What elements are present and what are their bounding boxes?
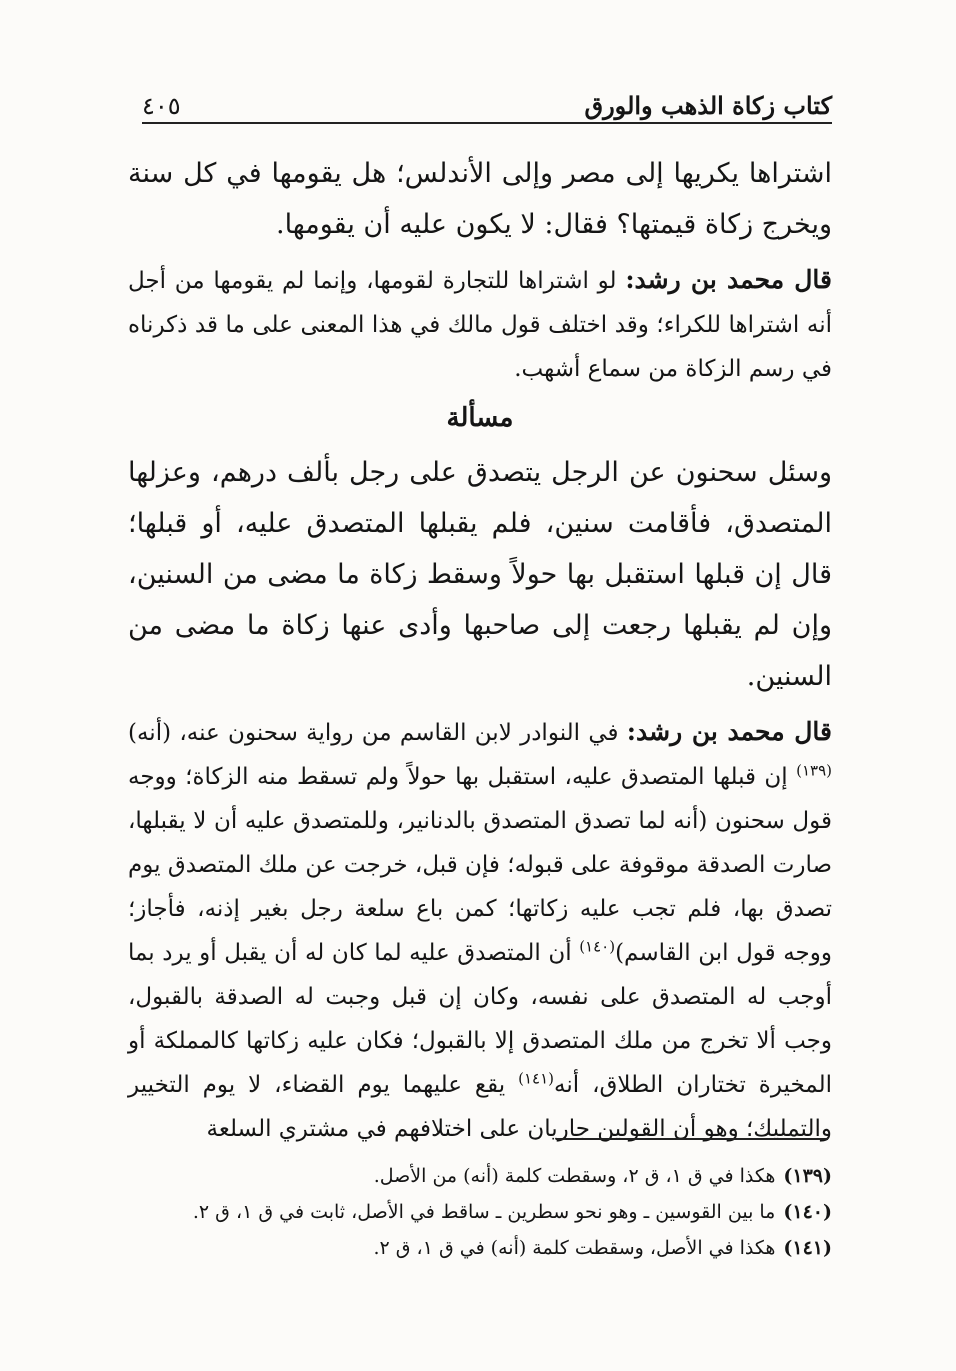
- paragraph-2: [128, 258, 832, 391]
- footnote-140: [128, 1194, 832, 1230]
- footnote-number: (١٣٩): [783, 1165, 832, 1187]
- footnote-text: هكذا في الأصل، وسقطت كلمة (أنه) في ق ١، ق ٢.: [373, 1237, 776, 1259]
- speaker-label: قال محمد بن رشد:: [625, 265, 832, 294]
- paragraph-1: اشتراها يكريها إلى مصر وإلى الأندلس؛ هل يقومها في كل سنة ويخرج زكاة قيمتها؟ فقال: لا يكون عليه أن يقومها.: [128, 158, 832, 240]
- footnote-number: (١٤٠): [783, 1201, 832, 1223]
- footnote-divider: [556, 1138, 828, 1140]
- footnote-ref-139[interactable]: (١٣٩): [796, 761, 832, 780]
- footnote-text: هكذا في ق ١، ق ٢، وسقطت كلمة (أنه) من الأصل.: [373, 1165, 776, 1187]
- footnote-ref-140[interactable]: (١٤٠): [579, 937, 616, 956]
- paragraph-4: [128, 710, 832, 1151]
- paragraph-2-text: لو اشتراها للتجارة لقومها، وإنما لم يقومها من أجل أنه اشتراها للكراء؛ وقد اختلف قول مالك في هذا المعنى على ما قد ذكرناه في رسم الزكاة من سماع أشهب.: [128, 268, 832, 382]
- footnote-141: [128, 1230, 832, 1266]
- section-heading: مسألة: [446, 403, 514, 433]
- footnote-number: (١٤١): [783, 1237, 832, 1259]
- speaker-label: قال محمد بن رشد:: [626, 717, 832, 746]
- main-text: [128, 148, 832, 1159]
- paragraph-4-text-a: في النوادر لابن القاسم من رواية سحنون عنه، (أنه): [128, 720, 627, 746]
- paragraph-3: وسئل سحنون عن الرجل يتصدق على رجل بألف درهم، وعزلها المتصدق، فأقامت سنين، فلم يقبلها المتصدق عليه، أو قبلها؛ قال إن قبلها استقبل بها حولاً وسقط زكاة ما مضى من السنين، وإن لم يقبلها رجعت إلى صاحبها وأدى عنها زكاة ما مضى من السنين.: [128, 457, 832, 692]
- footnotes: [128, 1158, 832, 1266]
- page-number: ٤٠٥: [142, 92, 181, 120]
- running-header: [142, 86, 832, 124]
- footnote-text: ما بين القوسين ـ وهو نحو سطرين ـ ساقط في الأصل، ثابت في ق ١، ق ٢.: [192, 1201, 776, 1223]
- footnote-139: [128, 1158, 832, 1194]
- paragraph-4-text-c: أن المتصدق عليه لما كان له أن يقبل أو يرد بما أوجب له المتصدق على نفسه، وكان إن قبل وجبت له الصدقة بالقبول، وجب ألا تخرج من ملك المتصدق إلا بالقبول؛ فكان عليه زكاتها كالمملكة أو المخيرة تختاران الطلاق، أنه: [128, 940, 832, 1098]
- chapter-title: كتاب زكاة الذهب والورق: [584, 91, 832, 120]
- footnote-ref-141[interactable]: (١٤١): [518, 1069, 555, 1088]
- paragraph-4-text-d: يقع عليهما يوم القضاء، لا يوم التخيير والتمليك؛ وهو أن القولين جاريان على اختلافهم في مشتري السلعة: [128, 1072, 832, 1142]
- paragraph-4-text-b: إن قبلها المتصدق عليه، استقبل بها حولاً ولم تسقط منه الزكاة؛ ووجه قول سحنون (أنه لما تصدق المتصدق بالدنانير، وللمتصدق عليه أن لا يقبلها، صارت الصدقة موقوفة على قبوله؛ فإن قبل، خرجت عن ملك المتصدق يوم تصدق بها، فلم تجب عليه زكاتها؛ كمن باع سلعة رجل بغير إذنه، فأجاز؛ ووجه قول ابن القاسم): [128, 764, 832, 966]
